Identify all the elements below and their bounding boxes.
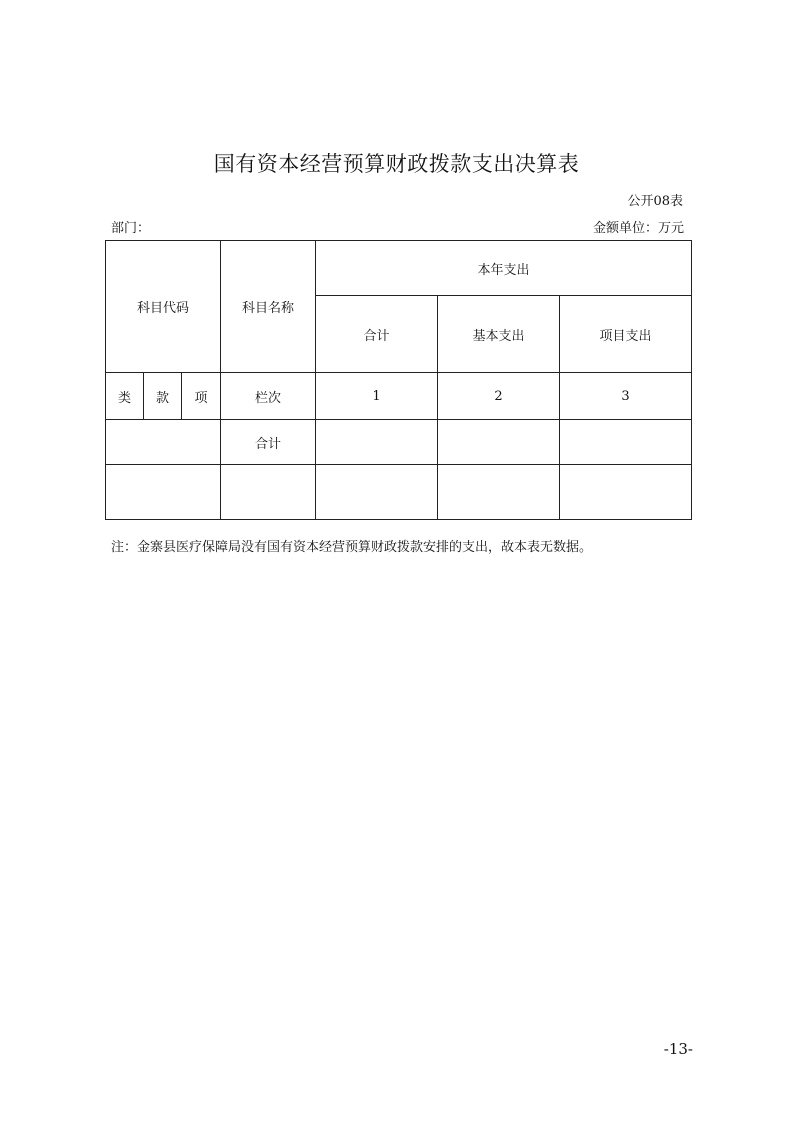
total-row-project-cell: [560, 420, 692, 465]
page-number: -13-: [663, 1040, 693, 1058]
form-number: 公开08表: [627, 194, 683, 209]
col-lei: 类: [106, 373, 144, 420]
empty-row-total-cell: [316, 465, 438, 520]
unit-label: 金额单位：万元: [592, 221, 684, 236]
empty-row-name-cell: [221, 465, 316, 520]
total-row-basic-cell: [438, 420, 560, 465]
empty-row-code-cell: [106, 465, 221, 520]
col-number-3: 3: [560, 373, 692, 420]
header-subject-code: 科目代码: [106, 241, 221, 373]
footnote: 注：金寨县医疗保障局没有国有资本经营预算财政拨款安排的支出，故本表无数据。: [111, 540, 593, 555]
page-title: 国有资本经营预算财政拨款支出决算表: [213, 152, 580, 176]
col-xiang: 项: [182, 373, 221, 420]
col-order-label: 栏次: [221, 373, 316, 420]
table-row-empty: [106, 465, 692, 520]
expense-table: [105, 240, 692, 520]
header-current-year-expense: 本年支出: [316, 241, 692, 296]
col-number-2: 2: [438, 373, 560, 420]
empty-row-basic-cell: [438, 465, 560, 520]
table-row-total: [106, 420, 692, 465]
total-row-code-cell: [106, 420, 221, 465]
col-number-1: 1: [316, 373, 438, 420]
header-subject-name: 科目名称: [221, 241, 316, 373]
header-project-expense: 项目支出: [560, 296, 692, 373]
header-basic-expense: 基本支出: [438, 296, 560, 373]
total-row-total-cell: [316, 420, 438, 465]
header-total: 合计: [316, 296, 438, 373]
empty-row-project-cell: [560, 465, 692, 520]
department-label: 部门：: [111, 221, 151, 236]
col-kuan: 款: [144, 373, 182, 420]
total-row-label: 合计: [221, 420, 316, 465]
